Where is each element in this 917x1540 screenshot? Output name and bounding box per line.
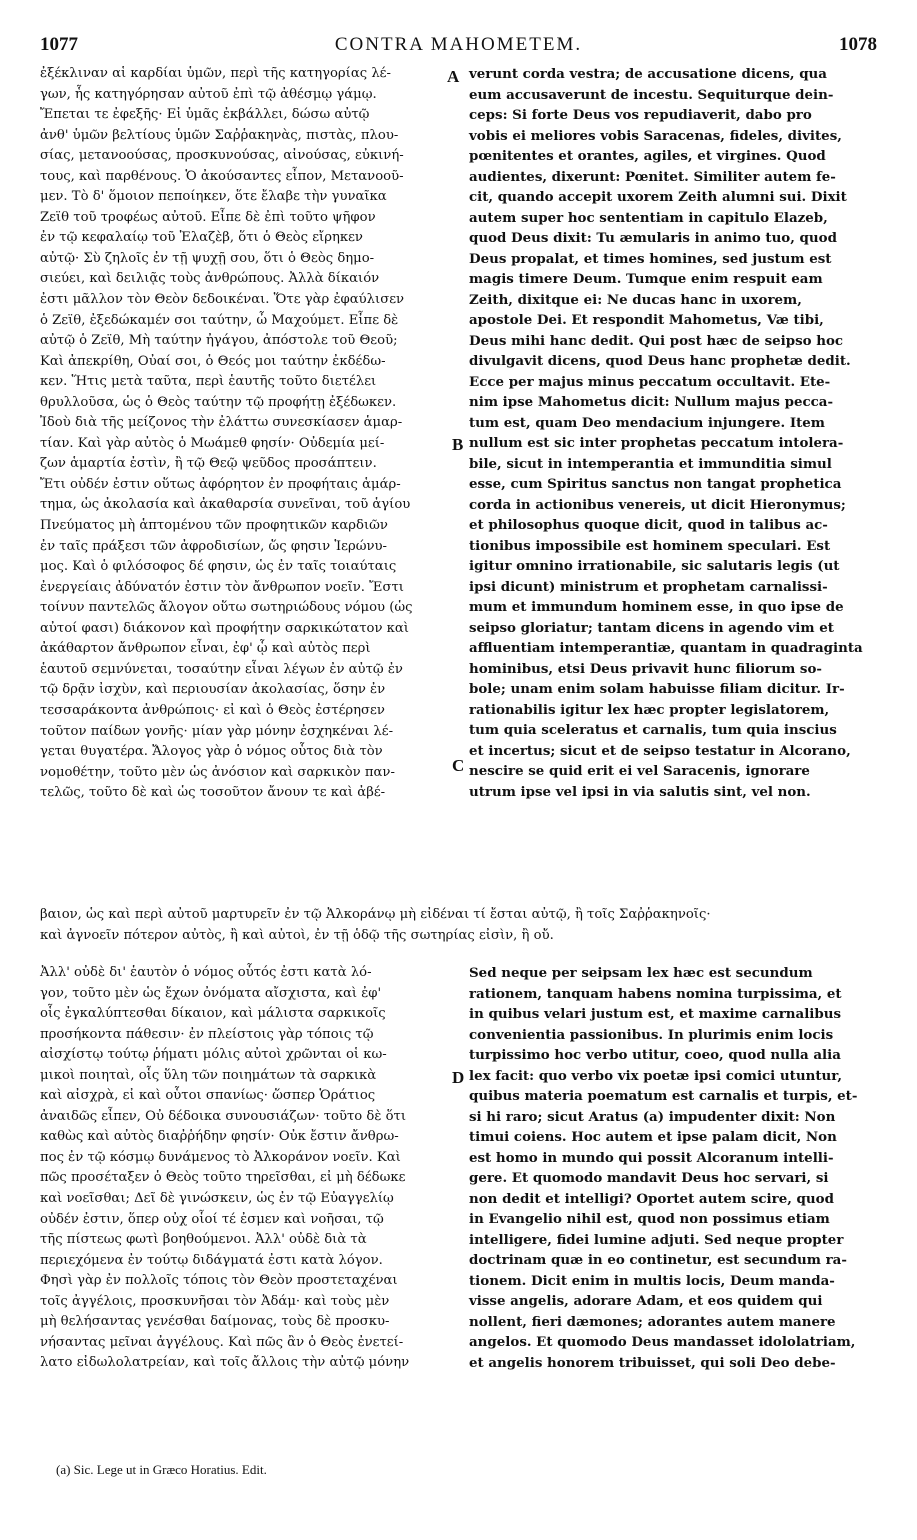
latin-text-line: gere. Et quomodo mandavit Deus hoc servari, si [469,1170,829,1186]
latin-text-line: tionem. Dicit enim in multis locis, Deum manda- [469,1272,835,1289]
latin-text-line: Zeith, dixitque ei: Ne ducas hanc in uxorem, [469,291,802,308]
latin-text-line: utrum ipse vel ipsi in via salutis sint, vel non. [469,783,811,800]
greek-text-line: νήσαντας μεῖναι ἀγγέλους. Καὶ πῶς ἂν ὁ Θεὸς ἐνετεί- [40,1334,404,1350]
greek-text-line: ἀναιδῶς εἶπεν, Οὐ δέδοικα συνουσιάζων· τοῦτο δὲ ὅτι [40,1108,407,1124]
latin-text-line: et incertus; sicut et de seipso testatur in Alcorano, [469,742,851,759]
greek-text-line: τελῶς, τοῦτο δὲ καὶ ὡς τοσοῦτον ἄνουν τε καὶ ἀβέ- [40,785,386,801]
greek-text-line: μος. Καὶ ὁ φιλόσοφος δέ φησιν, ὡς ἐν ταῖς τοιαύταις [40,559,397,575]
latin-text-line: bile, sicut in intemperantia et immunditia simul [469,455,832,472]
latin-text-line: ipsi dicunt) ministrum et prophetam carnalissi- [469,578,828,595]
greek-text-line: οὐδέν ἐστιν, ὅπερ οὐχ οἷοί τέ ἐσμεν καὶ νοῆσαι, τῷ [40,1211,384,1227]
greek-text-line: τοῖς ἀγγέλοις, προσκυνῆσαι τὸν Ἀδάμ· καὶ τοὺς μὲν [40,1293,390,1309]
latin-text-line: tum est, quam Deo mendacium injungere. Item [469,414,825,431]
greek-text-line: ὁ Ζεϊθ, ἐξεδώκαμέν σοι ταύτην, ὦ Μαχούμετ. Εἶπε δὲ [40,312,399,328]
latin-text-line: bole; unam enim solam habuisse filiam dicitur. Ir- [469,681,845,697]
greek-text-line: καὶ νοεῖσθαι; Δεῖ δὲ γινώσκειν, ὡς ἐν τῷ Εὐαγγελίῳ [40,1191,394,1207]
greek-text-line: Ἰδοὺ διὰ τῆς μείζονος τὴν ἐλάττω συνεσκίασεν ἁμαρ- [40,415,403,431]
latin-text-line: quod Deus dixit: Tu æmularis in animo tuo, quod [469,230,837,246]
greek-text-line: καὶ ἀγνοεῖν πότερον αὐτὸς, ἢ καὶ αὐτοὶ, ἐν τῇ ὁδῷ τῆς σωτηρίας εἰσὶν, ἢ οὔ. [40,927,554,943]
latin-text-line: apostole Dei. Et respondit Mahometus, Væ tibi, [469,312,824,328]
latin-text-line: lex facit: quo verbo vix poetæ ipsi comici utuntur, [469,1067,842,1084]
latin-text-line: et angelis honorem tribuisset, qui soli Deo debe- [469,1354,836,1371]
latin-text-line: Sed neque per seipsam lex hæc est secundum [469,965,813,981]
greek-text-line: περιεχόμενα ἐν τούτῳ διδάγματά ἐστι κατὰ λόγον. [40,1252,383,1268]
greek-text-line: ἐν τῷ κεφαλαίῳ τοῦ Ἐλαζὲβ, ὅτι ὁ Θεὸς εἴρηκεν [40,230,363,246]
latin-text-line: non dedit et intelligi? Oportet autem scire, quod [469,1190,834,1207]
greek-text-line: τεσσαράκοντα ἀνθρώποις· εἰ καὶ ὁ Θεὸς ἐστέρησεν [40,702,385,718]
greek-text-line: ἐν ταῖς πράξεσι τῶν ἀφροδισίων, ὥς φησιν Ἱερώνυ- [40,538,387,554]
latin-text-line: verunt corda vestra; de accusatione dicens, qua [469,66,827,82]
section-marker-c: C [452,756,465,775]
page-header [0,34,917,64]
greek-text-line: τῷ δρᾷν ἰσχὺν, καὶ περιουσίαν ἀκολασίας, ὅσην ἐν [40,682,386,698]
latin-text-line: nim ipse Mahometus dicit: Nullum majus pecca- [469,394,834,410]
greek-text-line: ἐνεργείαις ἀδύνατόν ἐστιν τὸν ἄνθρωπον νοεῖν. Ἔστι [40,579,404,595]
latin-text-line: autem super hoc sententiam in capitulo Elazeb, [469,209,828,226]
greek-text-line: πος ἐν τῷ κόσμῳ δυνάμενος τὸ Ἀλκοράνον νοεῖν. Καὶ [40,1149,401,1165]
latin-text-line: tum quia sceleratus et carnalis, tum quia inscius [469,722,837,738]
greek-text-line: Φησὶ γὰρ ἐν πολλοῖς τόποις τὸν Θεὸν προστεταχέναι [40,1273,398,1289]
latin-text-line: Ecce per majus minus peccatum occultavit. Ete- [469,373,831,390]
greek-text-line: ἐστι μᾶλλον τὸν Θεὸν δεδοικέναι. Ὅτε γὰρ ἐφαύλισεν [40,292,405,308]
latin-text-line: hominibus, etsi Deus privavit hunc filiorum so- [469,660,822,677]
latin-text-line: seipso gloriatur; tantam dicens in agendo vim et [469,619,834,636]
greek-text-line: αἰσχίστῳ τούτῳ ῥήματι μόλις αὐτοὶ χρῶνται οἱ κω- [40,1047,387,1063]
latin-text-line: convenientia passionibus. In plurimis enim locis [469,1026,834,1043]
greek-text-line: Καὶ ἀπεκρίθη, Οὐαί σοι, ὁ Θεός μοι ταύτην ἐκδέδω- [40,353,386,369]
section-marker-b: B [452,435,464,454]
latin-text-line: esse, cum Spiritus sanctus non tangat prophetica [469,476,842,492]
greek-text-line: οἷς ἐγκαλύπτεσθαι δίκαιον, καὶ μάλιστα σαρκικοῖς [40,1006,386,1022]
greek-text-line: γον, τοῦτο μὲν ὡς ἔχων ὀνόματα αἴσχιστα, καὶ ἐφ' [40,985,382,1001]
latin-text-line: quibus materia poematum est carnalis et turpis, et- [469,1088,858,1104]
latin-text-line: Deus mihi hanc dedit. Qui post hæc de seipso hoc [469,332,844,349]
greek-text-line: τῆς πίστεως φωτὶ βοηθούμενοι. Ἀλλ' οὐδὲ διὰ τὰ [40,1232,367,1248]
greek-text-line: Ζεϊθ τοῦ τροφέως αὐτοῦ. Εἶπε δὲ ἐπὶ τοῦτο ψῆφον [40,209,376,225]
greek-text-line: Πνεύματος μὴ ἁπτομένου τῶν προφητικῶν καρδιῶν [40,518,388,534]
section-marker-a: A [447,67,460,86]
footnote: (a) Sic. Lege ut in Græco Horatius. Edit. [56,1462,267,1477]
greek-text-line: γων, ἧς κατηγόρησαν αὐτοῦ ἐπὶ τῷ ἀθέσμῳ γάμῳ. [40,86,377,102]
latin-text-line: timui coiens. Hoc autem et ipse palam dicit, Non [469,1129,837,1145]
latin-text-line: nullum est sic inter prophetas peccatum intolera- [469,435,844,451]
greek-text-line: Ἔτι οὐδέν ἐστιν οὕτως ἀφόρητον ἐν προφήταις ἁμάρ- [40,476,401,492]
right-page-number: 1078 [839,34,877,55]
greek-text-line: τίαν. Καὶ γὰρ αὐτὸς ὁ Μωάμεθ φησίν· Οὐδεμία μεί- [40,435,385,451]
latin-text-line: turpissimo hoc verbo utitur, coeo, quod nulla alia [469,1047,841,1063]
greek-text-line: ἀκάθαρτον ἄνθρωπον εἶναι, ἐφ' ᾧ καὶ αὐτὸς περὶ [40,641,371,657]
greek-text-line: καὶ αἰσχρὰ, εἰ καὶ οὗτοι σπανίως· ὥσπερ Ὁράτιος [40,1088,376,1104]
latin-text-line: in quibus velari justum est, et maxime carnalibus [469,1006,842,1022]
latin-text-line: rationabilis igitur lex hæc propter legislatorem, [469,701,830,718]
greek-text-line: γεται θυγατέρα. Ἄλογος γὰρ ὁ νόμος οὗτος διὰ τὸν [40,744,383,760]
greek-text-line: αὐτῷ ὁ Ζεϊθ, Μὴ ταύτην ἠγάγου, ἀπόστολε τοῦ Θεοῦ; [40,333,398,349]
greek-text-line: νομοθέτην, τοῦτο μὲν ὡς ἀνόσιον καὶ σαρκικὸν παν- [40,764,395,780]
latin-text-line: affluentiam intemperantiæ, quantam in quadraginta [469,640,863,656]
greek-text-line: βαιον, ὡς καὶ περὶ αὐτοῦ μαρτυρεῖν ἐν τῷ Ἀλκοράνῳ μὴ εἰδέναι τί ἔσται αὐτῷ, ἢ τοῖς Σαῤῥακηνοῖς· [40,907,711,922]
left-page-number: 1077 [40,34,78,55]
greek-text-line: αὐτοί φασι) διάκονον καὶ προφήτην σαρκικώτατον καὶ [40,620,409,636]
latin-text-line: mum et immundum hominem esse, in quo ipse de [469,599,844,615]
latin-text-line: eum accusaverunt de incestu. Sequiturque dein- [469,86,834,103]
latin-text-line: ceps: Si forte Deus vos repudiaverit, dabo pro [469,107,812,123]
greek-text-line: προσήκοντα πάθεσιν· ἐν πλείστοις γὰρ τόποις τῷ [40,1026,374,1042]
latin-text-line: tionibus impossibile est hominem speculari. Est [469,537,831,554]
greek-text-line: κεν. Ἥτις μετὰ ταῦτα, περὶ ἑαυτῆς τοῦτο διετέλει [40,374,377,390]
latin-text-line: vobis ei meliores vobis Saracenas, fideles, divites, [469,127,842,144]
greek-text-line: ἀνθ' ὑμῶν βελτίους ὑμῶν Σαῤῥακηνὰς, πιστὰς, πλου- [40,127,399,143]
greek-text-line: ζων ἁμαρτία ἐστὶν, ἢ τῷ Θεῷ ψεῦδος προσάπτειν. [40,456,377,472]
greek-text-line: τοῦτον παίδων γονῆς· μίαν γὰρ μόνην ἐσχηκέναι λέ- [40,723,394,739]
greek-text-line: καθὼς καὶ αὐτὸς διαῤῥήδην φησίν· Οὐκ ἔστιν ἄνθρω- [40,1129,399,1145]
greek-text-line: σίας, μετανοούσας, προσκυνούσας, αἰνούσας, εὐκινή- [40,148,404,164]
latin-text-line: in Evangelio nihil est, quod non possimus etiam [469,1211,830,1227]
greek-text-line: ἑαυτοῦ σεμνύνεται, τοσαύτην εἶναι λέγων ἐν αὐτῷ ἐν [40,661,403,677]
latin-text-line: angelos. Et quomodo Deus mandasset idololatriam, [469,1334,856,1350]
greek-text-line: σιεύει, καὶ δειλιᾷς τοὺς ἀνθρώπους. Ἀλλὰ δίκαιόν [40,271,380,287]
greek-text-line: μὴ θελήσαντας γενέσθαι δαίμονας, τοὺς δὲ προσκυ- [40,1314,390,1330]
latin-text-line: nollent, fieri dæmones; adorantes autem manere [469,1313,836,1330]
latin-text-line: et philosophus quoque dicit, quod in talibus ac- [469,517,828,533]
greek-text-line: αὐτῷ· Σὺ ζηλοῖς ἐν τῇ ψυχῇ σου, ὅτι ὁ Θεὸς δημο- [40,250,375,266]
latin-text-line: pœnitentes et orantes, agiles, et virgines. Quod [469,148,826,164]
latin-text-line: corda in actionibus venereis, ut dicit Hieronymus; [469,496,846,513]
greek-text-line: θρυλλοῦσα, ὡς ὁ Θεὸς ταύτην τῷ προφήτῃ ἐξέδωκεν. [40,394,397,410]
greek-text-line: τοίνυν παντελῶς ἄλογον οὕτω σωτηριώδους νόμου (ὡς [40,600,413,616]
section-marker-d: D [452,1068,465,1087]
latin-text-line: magis timere Deum. Tumque enim respuit eam [469,271,823,287]
latin-text-line: rationem, tanquam habens nomina turpissima, et [469,985,842,1002]
greek-text-line: τους, καὶ παρθένους. Ὁ ἀκούσαντες εἶπον, Μετανοοῦ- [40,168,404,184]
greek-column-top [40,64,450,804]
latin-text-line: igitur omnino irrationabile, sic salutaris legis (ut [469,558,840,574]
latin-text-line: audientes, dixerunt: Pœnitet. Similiter autem fe- [469,168,836,185]
greek-text-line: Ἀλλ' οὐδὲ δι' ἑαυτὸν ὁ νόμος οὗτός ἐστι κατὰ λό- [40,965,372,980]
latin-text-line: intelligere, fidei lumine adjuti. Sed neque propter [469,1231,844,1248]
latin-text-line: si hi raro; sicut Aratus (a) impudenter dixit: Non [469,1108,836,1125]
latin-text-line: divulgavit dicens, quod Deus hanc prophetæ dedit. [469,353,851,369]
latin-text-line: cit, quando accepit uxorem Zeith alumni sui. Dixit [469,189,847,205]
greek-text-line: τημα, ὡς ἀκολασία καὶ ἀκαθαρσία συνεῖναι, τοῦ ἁγίου [40,497,411,513]
greek-text-line: λατο εἰδωλολατρείαν, καὶ τοῖς ἄλλοις τὴν αὐτῷ μόνην [40,1355,410,1371]
greek-text-line: ἐξέκλιναν αἱ καρδίαι ὑμῶν, περὶ τῆς κατηγορίας λέ- [40,66,391,81]
latin-text-line: doctrinam quæ in eo continetur, est secundum ra- [469,1252,847,1268]
latin-text-line: Deus propalat, et times homines, sed justum est [469,250,832,267]
latin-text-line: est homo in mundo qui possit Alcoranum intelli- [469,1149,834,1166]
latin-column-bottom [469,963,879,1373]
latin-text-line: nescire se quid erit ei vel Saracenis, ignorare [469,763,810,779]
greek-text-line: Ἔπεται τε ἐφεξῆς· Εἰ ὑμᾶς ἐκβάλλει, δώσω αὐτῷ [40,107,370,123]
greek-text-line: πῶς προσέταξεν ὁ Θεὸς τοῦτο τηρεῖσθαι, εἰ μὴ δέδωκε [40,1170,406,1186]
greek-column-bottom [40,963,450,1374]
running-title: CONTRA MAHOMETEM. [334,34,583,55]
greek-text-line: μικοὶ ποιηταὶ, οἷς ὕλη τῶν ποιημάτων τὰ σαρκικὰ [40,1067,377,1083]
greek-full-width-lines [40,905,880,946]
greek-text-line: μεν. Τὸ δ' ὅμοιον πεποίηκεν, ὅτε ἔλαβε τὴν γυναῖκα [40,189,387,205]
latin-text-line: visse angelis, adorare Adam, et eos quidem qui [469,1293,823,1309]
latin-column-top [469,64,879,802]
